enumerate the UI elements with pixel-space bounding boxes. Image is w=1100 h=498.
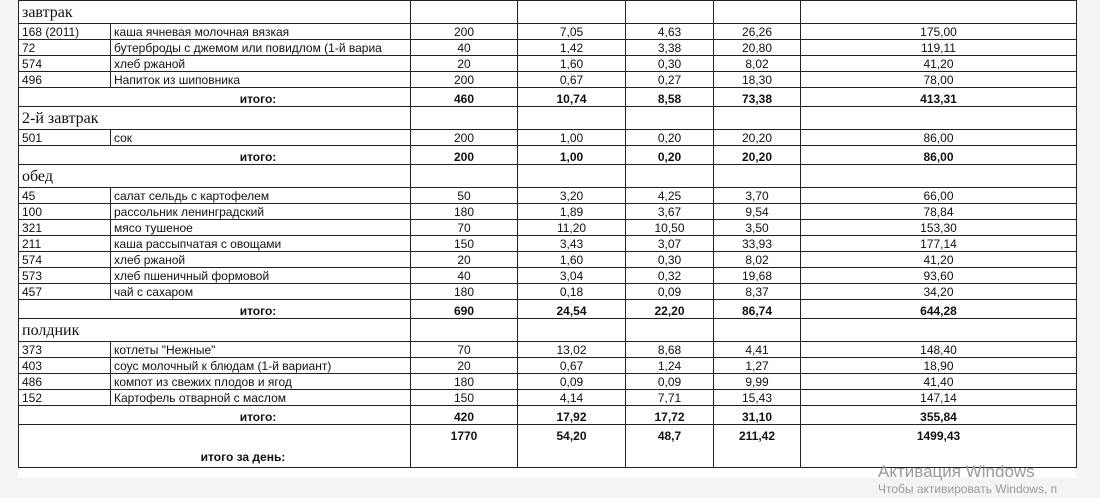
carbohydrates: 18,30	[714, 72, 801, 88]
section-title: 2-й завтрак	[19, 107, 411, 130]
carbohydrates: 8,02	[714, 56, 801, 72]
section-title: полдник	[19, 319, 411, 342]
menu-table	[18, 0, 1077, 468]
dish-name: салат сельдь с картофелем	[111, 188, 411, 204]
section-header-breakfast	[19, 1, 1077, 24]
carbohydrates: 26,26	[714, 24, 801, 40]
section-total-row	[19, 300, 1077, 319]
carbohydrates: 4,41	[714, 342, 801, 358]
fats: 3,67	[626, 204, 714, 220]
proteins: 0,67	[518, 358, 626, 374]
fats: 10,50	[626, 220, 714, 236]
recipe-number: 373	[19, 342, 111, 358]
calories: 153,30	[801, 220, 1077, 236]
dish-name: каша ячневая молочная вязкая	[111, 24, 411, 40]
dish-name: рассольник ленинградский	[111, 204, 411, 220]
calories: 86,00	[801, 130, 1077, 146]
dish-name: компот из свежих плодов и ягод	[111, 374, 411, 390]
portion-weight: 20	[411, 56, 518, 72]
recipe-number: 100	[19, 204, 111, 220]
empty-cell	[626, 1, 714, 24]
recipe-number: 496	[19, 72, 111, 88]
calories: 41,20	[801, 252, 1077, 268]
carbohydrates: 1,27	[714, 358, 801, 374]
total-proteins: 24,54	[518, 300, 626, 319]
empty-cell	[801, 1, 1077, 24]
table-row	[19, 390, 1077, 406]
section-total-row	[19, 406, 1077, 425]
proteins: 3,20	[518, 188, 626, 204]
table-row	[19, 284, 1077, 300]
calories: 93,60	[801, 268, 1077, 284]
fats: 8,68	[626, 342, 714, 358]
empty-cell	[411, 165, 518, 188]
dish-name: хлеб ржаной	[111, 56, 411, 72]
calories: 78,00	[801, 72, 1077, 88]
table-row	[19, 72, 1077, 88]
table-row	[19, 40, 1077, 56]
fats: 4,63	[626, 24, 714, 40]
dish-name: мясо тушеное	[111, 220, 411, 236]
total-label: итого:	[19, 406, 411, 425]
empty-cell	[411, 1, 518, 24]
total-label: итого:	[19, 88, 411, 107]
carbohydrates: 3,70	[714, 188, 801, 204]
calories: 177,14	[801, 236, 1077, 252]
empty-cell	[518, 319, 626, 342]
recipe-number: 573	[19, 268, 111, 284]
portion-weight: 40	[411, 40, 518, 56]
total-calories: 355,84	[801, 406, 1077, 425]
day-total-weight: 1770	[411, 425, 518, 468]
section-title: завтрак	[19, 1, 411, 24]
recipe-number: 45	[19, 188, 111, 204]
table-row	[19, 130, 1077, 146]
recipe-number: 403	[19, 358, 111, 374]
portion-weight: 150	[411, 390, 518, 406]
calories: 147,14	[801, 390, 1077, 406]
total-weight: 420	[411, 406, 518, 425]
table-row	[19, 56, 1077, 72]
proteins: 0,09	[518, 374, 626, 390]
carbohydrates: 8,02	[714, 252, 801, 268]
watermark-title: Активация Windows	[878, 462, 1035, 481]
proteins: 0,67	[518, 72, 626, 88]
calories: 119,11	[801, 40, 1077, 56]
empty-cell	[626, 165, 714, 188]
proteins: 1,60	[518, 252, 626, 268]
section-header-second-breakfast	[19, 107, 1077, 130]
total-fats: 17,72	[626, 406, 714, 425]
recipe-number: 574	[19, 252, 111, 268]
proteins: 3,43	[518, 236, 626, 252]
portion-weight: 200	[411, 72, 518, 88]
table-row	[19, 236, 1077, 252]
dish-name: Напиток из шиповника	[111, 72, 411, 88]
carbohydrates: 20,20	[714, 130, 801, 146]
portion-weight: 20	[411, 358, 518, 374]
proteins: 4,14	[518, 390, 626, 406]
portion-weight: 70	[411, 342, 518, 358]
empty-cell	[518, 1, 626, 24]
dish-name: соус молочный к блюдам (1-й вариант)	[111, 358, 411, 374]
total-proteins: 1,00	[518, 146, 626, 165]
menu-sheet	[18, 0, 1076, 478]
watermark-subtitle: Чтобы активировать Windows, п	[878, 482, 1058, 496]
total-carbohydrates: 20,20	[714, 146, 801, 165]
dish-name: хлеб пшеничный формовой	[111, 268, 411, 284]
recipe-number: 457	[19, 284, 111, 300]
day-total-proteins: 54,20	[518, 425, 626, 468]
table-row	[19, 188, 1077, 204]
fats: 4,25	[626, 188, 714, 204]
fats: 7,71	[626, 390, 714, 406]
total-fats: 0,20	[626, 146, 714, 165]
recipe-number: 486	[19, 374, 111, 390]
table-row	[19, 24, 1077, 40]
dish-name: каша рассыпчатая с овощами	[111, 236, 411, 252]
empty-cell	[714, 107, 801, 130]
proteins: 11,20	[518, 220, 626, 236]
total-carbohydrates: 86,74	[714, 300, 801, 319]
carbohydrates: 20,80	[714, 40, 801, 56]
table-row	[19, 220, 1077, 236]
recipe-number: 211	[19, 236, 111, 252]
recipe-number: 168 (2011)	[19, 24, 111, 40]
recipe-number: 321	[19, 220, 111, 236]
fats: 0,09	[626, 374, 714, 390]
proteins: 3,04	[518, 268, 626, 284]
calories: 175,00	[801, 24, 1077, 40]
recipe-number: 574	[19, 56, 111, 72]
total-label: итого:	[19, 146, 411, 165]
total-weight: 200	[411, 146, 518, 165]
windows-activation-watermark	[878, 462, 1057, 496]
portion-weight: 150	[411, 236, 518, 252]
fats: 0,27	[626, 72, 714, 88]
portion-weight: 70	[411, 220, 518, 236]
fats: 0,20	[626, 130, 714, 146]
dish-name: чай с сахаром	[111, 284, 411, 300]
day-total-calories: 1499,43	[801, 425, 1077, 468]
fats: 0,30	[626, 252, 714, 268]
section-total-row	[19, 146, 1077, 165]
portion-weight: 40	[411, 268, 518, 284]
recipe-number: 152	[19, 390, 111, 406]
empty-cell	[714, 319, 801, 342]
proteins: 1,89	[518, 204, 626, 220]
total-weight: 690	[411, 300, 518, 319]
section-title: обед	[19, 165, 411, 188]
day-total-carbohydrates: 211,42	[714, 425, 801, 468]
portion-weight: 180	[411, 284, 518, 300]
carbohydrates: 15,43	[714, 390, 801, 406]
proteins: 1,42	[518, 40, 626, 56]
fats: 1,24	[626, 358, 714, 374]
calories: 148,40	[801, 342, 1077, 358]
carbohydrates: 9,99	[714, 374, 801, 390]
proteins: 13,02	[518, 342, 626, 358]
day-total-label: итого за день:	[19, 425, 411, 468]
total-proteins: 17,92	[518, 406, 626, 425]
empty-cell	[626, 107, 714, 130]
table-row	[19, 252, 1077, 268]
calories: 41,40	[801, 374, 1077, 390]
table-row	[19, 374, 1077, 390]
empty-cell	[801, 165, 1077, 188]
proteins: 1,00	[518, 130, 626, 146]
portion-weight: 50	[411, 188, 518, 204]
portion-weight: 180	[411, 374, 518, 390]
table-row	[19, 358, 1077, 374]
calories: 66,00	[801, 188, 1077, 204]
section-header-lunch	[19, 165, 1077, 188]
dish-name: бутерброды с джемом или повидлом (1-й вариа	[111, 40, 411, 56]
portion-weight: 20	[411, 252, 518, 268]
empty-cell	[714, 165, 801, 188]
proteins: 1,60	[518, 56, 626, 72]
empty-cell	[518, 107, 626, 130]
fats: 3,07	[626, 236, 714, 252]
calories: 18,90	[801, 358, 1077, 374]
portion-weight: 200	[411, 24, 518, 40]
fats: 0,30	[626, 56, 714, 72]
total-label: итого:	[19, 300, 411, 319]
fats: 0,09	[626, 284, 714, 300]
empty-cell	[518, 165, 626, 188]
total-calories: 413,31	[801, 88, 1077, 107]
carbohydrates: 8,37	[714, 284, 801, 300]
portion-weight: 180	[411, 204, 518, 220]
table-row	[19, 204, 1077, 220]
dish-name: котлеты "Нежные"	[111, 342, 411, 358]
recipe-number: 72	[19, 40, 111, 56]
portion-weight: 200	[411, 130, 518, 146]
total-calories: 86,00	[801, 146, 1077, 165]
total-fats: 22,20	[626, 300, 714, 319]
carbohydrates: 19,68	[714, 268, 801, 284]
calories: 78,84	[801, 204, 1077, 220]
total-proteins: 10,74	[518, 88, 626, 107]
total-carbohydrates: 73,38	[714, 88, 801, 107]
total-carbohydrates: 31,10	[714, 406, 801, 425]
empty-cell	[714, 1, 801, 24]
carbohydrates: 33,93	[714, 236, 801, 252]
dish-name: сок	[111, 130, 411, 146]
total-weight: 460	[411, 88, 518, 107]
section-total-row	[19, 88, 1077, 107]
empty-cell	[626, 319, 714, 342]
section-header-snack	[19, 319, 1077, 342]
proteins: 7,05	[518, 24, 626, 40]
fats: 0,32	[626, 268, 714, 284]
fats: 3,38	[626, 40, 714, 56]
table-row	[19, 268, 1077, 284]
calories: 41,20	[801, 56, 1077, 72]
dish-name: хлеб ржаной	[111, 252, 411, 268]
proteins: 0,18	[518, 284, 626, 300]
empty-cell	[411, 319, 518, 342]
empty-cell	[801, 319, 1077, 342]
carbohydrates: 3,50	[714, 220, 801, 236]
carbohydrates: 9,54	[714, 204, 801, 220]
calories: 34,20	[801, 284, 1077, 300]
dish-name: Картофель отварной с маслом	[111, 390, 411, 406]
table-row	[19, 342, 1077, 358]
recipe-number: 501	[19, 130, 111, 146]
total-calories: 644,28	[801, 300, 1077, 319]
total-fats: 8,58	[626, 88, 714, 107]
empty-cell	[801, 107, 1077, 130]
day-total-fats: 48,7	[626, 425, 714, 468]
empty-cell	[411, 107, 518, 130]
